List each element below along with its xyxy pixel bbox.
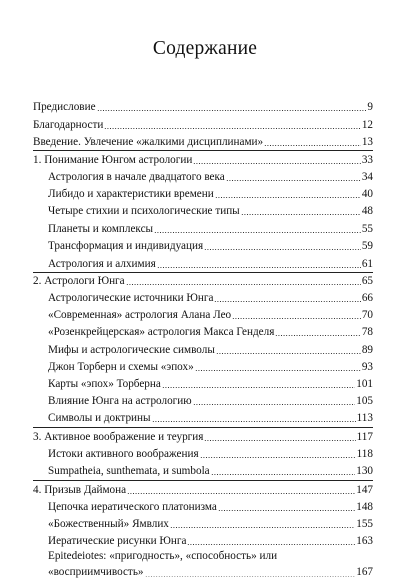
toc-entry (48, 392, 373, 408)
toc-entry (48, 341, 373, 357)
toc-entry-title: Влияние Юнга на астрологию (48, 395, 192, 407)
toc-leader-dots (232, 318, 361, 319)
toc-entry (48, 306, 373, 322)
toc-leader-dots (193, 163, 360, 164)
toc-entry (48, 462, 373, 478)
toc-entry-title-line1: Epitedeiotes: «пригодность», «способность» или (48, 550, 278, 562)
toc-entry-title: Джон Торберн и схемы «эпох» (48, 361, 194, 373)
toc-entry-title: Введение. Увлечение «жалкими дисциплинами» (33, 136, 264, 148)
toc-entry (48, 237, 373, 253)
toc-entry-title: Астрология в начале двадцатого века (48, 171, 225, 183)
toc-leader-dots (204, 440, 355, 441)
toc-leader-dots (215, 197, 361, 198)
toc-entry-multiline (48, 548, 373, 580)
toc-entry-page: 34 (361, 171, 373, 183)
toc-entry-title: «Розенкрейцерская» астрология Макса Генделя (48, 326, 275, 338)
toc-entry-title-line2: «восприимчивость» (48, 566, 144, 578)
toc-entry-page: 105 (356, 395, 373, 407)
toc-leader-dots (97, 110, 367, 111)
toc-leader-dots (127, 493, 355, 494)
toc-entry-line2 (48, 564, 373, 580)
toc-entry (48, 289, 373, 305)
toc-entry (48, 202, 373, 218)
toc-entry-page: 130 (356, 465, 373, 477)
toc-entry-page: 66 (361, 292, 373, 304)
toc-entry-title: 3. Активное воображение и теургия (33, 431, 204, 443)
toc-entry-page: 55 (361, 223, 373, 235)
toc-entry-title: «Божественный» Ямвлих (48, 518, 169, 530)
toc-entry-title: Sumpatheia, sunthemata, и sumbola (48, 465, 210, 477)
toc-entry (48, 168, 373, 184)
toc-leader-dots (170, 527, 355, 528)
toc-entry-page: 89 (361, 344, 373, 356)
toc-entry (48, 185, 373, 201)
toc-leader-dots (152, 421, 356, 422)
toc-leader-dots (187, 544, 355, 545)
page-title: Содержание (152, 38, 258, 59)
toc-entry (48, 255, 373, 271)
toc-leader-dots (157, 267, 361, 268)
toc-entry-title: Астрология и алхимия (48, 258, 156, 270)
toc-entry-page: 163 (356, 535, 373, 547)
toc-entry-page: 118 (356, 448, 373, 460)
toc-entry-title: Либидо и характеристики времени (48, 188, 214, 200)
toc-entry-title: Карты «эпох» Торберна (48, 378, 161, 390)
toc-chapter (33, 481, 373, 497)
toc-entry-title: Цепочка иератического платонизма (48, 501, 217, 513)
toc-entry-page: 65 (361, 275, 373, 287)
toc-entry (33, 116, 373, 132)
toc-entry-page: 12 (361, 119, 373, 131)
toc-entry (33, 133, 373, 149)
toc-leader-dots (145, 576, 356, 577)
toc-entry-title: Мифы и астрологические символы (48, 344, 215, 356)
toc-leader-dots (200, 457, 356, 458)
toc-entry-page: 113 (356, 412, 373, 424)
toc-entry (48, 409, 373, 425)
toc-leader-dots (162, 387, 355, 388)
toc-entry-page: 59 (361, 240, 373, 252)
toc-entry-page: 61 (361, 258, 373, 270)
toc-leader-dots (195, 370, 361, 371)
toc-entry-title: Четыре стихии и психологические типы (48, 205, 240, 217)
toc-entry-page: 101 (356, 378, 373, 390)
toc-leader-dots (241, 214, 361, 215)
toc-leader-dots (216, 353, 361, 354)
toc-entry-page: 78 (361, 326, 373, 338)
toc-entry (48, 532, 373, 548)
toc-leader-dots (214, 301, 360, 302)
toc-entry-title: Истоки активного воображения (48, 448, 199, 460)
toc-entry-page: 33 (361, 154, 373, 166)
toc-chapter (33, 428, 373, 444)
toc-entry-title: Символы и доктрины (48, 412, 151, 424)
toc-entry-title: Планеты и комплексы (48, 223, 154, 235)
toc-entry-title: 1. Понимание Юнгом астрологии (33, 154, 193, 166)
toc-entry (48, 358, 373, 374)
toc-leader-dots (264, 145, 361, 146)
toc-chapter (33, 151, 373, 167)
toc-entry-page: 148 (356, 501, 373, 513)
toc-entry-page: 70 (361, 309, 373, 321)
toc-leader-dots (154, 232, 361, 233)
toc-leader-dots (204, 249, 361, 250)
toc-entry-title: Астрологические источники Юнга (48, 292, 214, 304)
toc-entry-title: Иератические рисунки Юнга (48, 535, 187, 547)
toc-entry-title: Предисловие (33, 101, 96, 113)
toc-entry (48, 375, 373, 391)
toc-leader-dots (275, 335, 360, 336)
toc-entry (48, 498, 373, 514)
toc-entry-page: 167 (356, 566, 373, 578)
toc-leader-dots (226, 180, 361, 181)
toc-entry-page: 117 (356, 431, 373, 443)
toc-leader-dots (211, 474, 356, 475)
toc-leader-dots (193, 404, 356, 405)
toc-leader-dots (126, 284, 361, 285)
toc-chapter (33, 272, 373, 288)
toc-entry-title: Благодарности (33, 119, 104, 131)
toc-entry-page: 155 (356, 518, 373, 530)
toc-entry-title: «Современная» астрология Алана Лео (48, 309, 232, 321)
toc-entry-page: 40 (361, 188, 373, 200)
toc-entry-page: 93 (361, 361, 373, 373)
toc-leader-dots (104, 128, 360, 129)
toc-entry-page: 48 (361, 205, 373, 217)
toc-entry-title: 2. Астрологи Юнга (33, 275, 125, 287)
toc-entry-page: 9 (367, 101, 373, 113)
toc-entry (48, 220, 373, 236)
toc-entry (48, 515, 373, 531)
toc-entry-title: 4. Призыв Даймона (33, 484, 127, 496)
toc-leader-dots (218, 510, 355, 511)
toc-entry (48, 445, 373, 461)
toc-entry (48, 323, 373, 339)
toc-entry-title: Трансформация и индивидуация (48, 240, 204, 252)
toc-entry (33, 98, 373, 114)
toc-entry-page: 13 (361, 136, 373, 148)
toc-entry-page: 147 (356, 484, 373, 496)
